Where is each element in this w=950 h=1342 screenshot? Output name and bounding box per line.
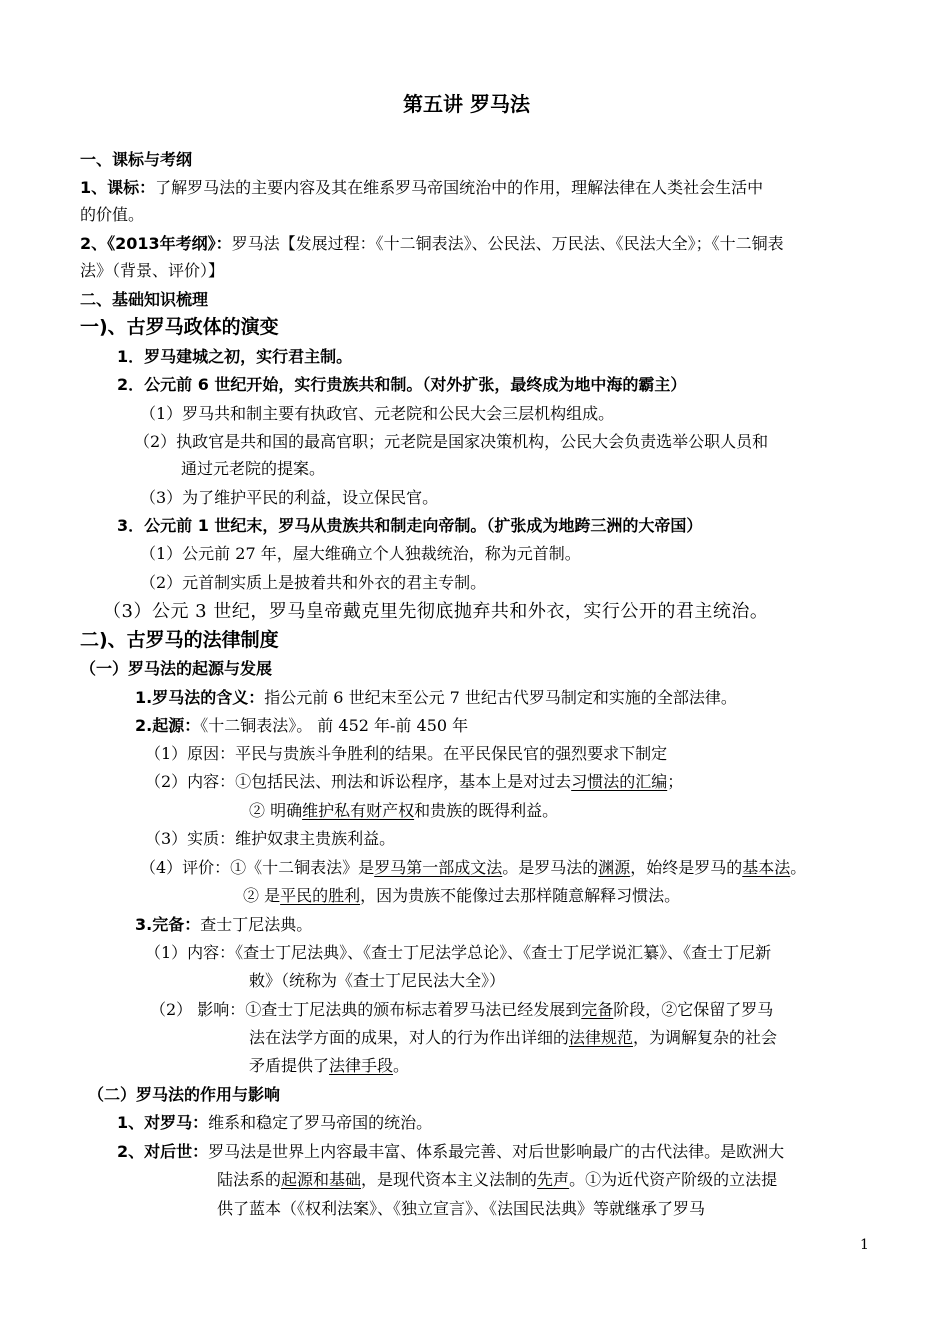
list-subitem: （1）公元前 27 年，屋大维确立个人独裁统治，称为元首制。: [140, 544, 581, 563]
text: 矛盾提供了: [249, 1056, 330, 1075]
label: 1.罗马法的含义：: [135, 688, 265, 707]
part-heading: 二)、古罗马的法律制度: [80, 629, 279, 651]
page-title: 第五讲 罗马法: [403, 92, 530, 116]
label: 1、课标：: [80, 178, 156, 197]
list-subitem: （3）实质：维护奴隶主贵族利益。: [145, 829, 396, 848]
underlined-term: 维护私有财产权: [302, 801, 415, 820]
list-subitem: （1）内容：《查士丁尼法典》、《查士丁尼法学总论》、《查士丁尼学说汇纂》、《查士丁尼新: [145, 943, 772, 962]
text: 阶段，②它保留了罗马: [613, 1000, 774, 1019]
list-subitem: （1）罗马共和制主要有执政官、元老院和公民大会三层机构组成。: [140, 404, 615, 423]
part-heading: 一)、古罗马政体的演变: [80, 316, 279, 338]
text: 陆法系的: [217, 1170, 282, 1189]
list-subitem: [145, 771, 683, 793]
list-subitem: [150, 999, 773, 1021]
text: 。是罗马法的: [502, 858, 599, 877]
underlined-term: 习惯法的汇编: [571, 772, 668, 791]
underlined-term: 先声: [537, 1170, 570, 1189]
curriculum-line-cont: 的价值。: [80, 205, 145, 224]
curriculum-line: [80, 177, 763, 199]
list-subitem-cont: 通过元老院的提案。: [181, 459, 326, 478]
list-subitem-cont: 敕》（统称为《查士丁尼民法大全》）: [249, 971, 506, 990]
exam-outline-line-cont: 法》（背景、评价）】: [80, 261, 225, 280]
section-heading: 二、基础知识梳理: [80, 290, 209, 309]
text: ，因为贵族不能像过去那样随意解释习惯法。: [360, 886, 681, 905]
list-item: [135, 715, 468, 737]
list-subitem: （3）公元 3 世纪，罗马皇帝戴克里先彻底抛弃共和外衣，实行公开的君主统治。: [103, 601, 769, 622]
text: ，始终是罗马的: [630, 858, 743, 877]
text: （2） 影响：①查士丁尼法典的颁布标志着罗马法已经发展到: [150, 1000, 582, 1019]
text: 《十二铜表法》。 前 452 年-前 450 年: [200, 716, 469, 735]
exam-outline-line: [80, 233, 784, 255]
underlined-term: 完备: [581, 1000, 614, 1019]
underlined-term: 法律规范: [569, 1028, 634, 1047]
label: 2、对后世：: [117, 1142, 209, 1161]
text: 了解罗马法的主要内容及其在维系罗马帝国统治中的作用，理解法律在人类社会生活中: [155, 178, 764, 197]
text: ，是现代资本主义法制的: [361, 1170, 538, 1189]
label: 3.完备：: [135, 915, 201, 934]
text: （2）内容：①包括民法、刑法和诉讼程序，基本上是对过去: [145, 772, 572, 791]
underlined-term: 平民的胜利: [280, 886, 361, 905]
list-subitem: [140, 857, 806, 879]
text: 罗马法【发展过程：《十二铜表法》、公民法、万民法、《民法大全》；《十二铜表: [231, 234, 784, 253]
underlined-term: 起源和基础: [281, 1170, 362, 1189]
list-item: [117, 1112, 432, 1134]
page-number: 1: [860, 1237, 869, 1253]
text: 查士丁尼法典。: [200, 915, 313, 934]
text: 罗马法是世界上内容最丰富、体系最完善、对后世影响最广的古代法律。是欧洲大: [208, 1142, 785, 1161]
subsection-heading: （一）罗马法的起源与发展: [80, 659, 273, 678]
list-item: [135, 914, 312, 936]
list-subitem: （1）原因：平民与贵族斗争胜利的结果。在平民保民官的强烈要求下制定: [145, 744, 668, 763]
underlined-term: 渊源: [598, 858, 631, 877]
list-item-cont: 供了蓝本（《权利法案》、《独立宣言》、《法国民法典》等就继承了罗马: [217, 1199, 706, 1218]
text: 。①为近代资产阶级的立法提: [569, 1170, 778, 1189]
text: 维系和稳定了罗马帝国的统治。: [208, 1113, 433, 1132]
label: 1、对罗马：: [117, 1113, 209, 1132]
text: ，为调解复杂的社会: [633, 1028, 778, 1047]
subsection-heading: （二）罗马法的作用与影响: [88, 1085, 281, 1104]
list-item: [135, 687, 737, 709]
text: 。: [393, 1056, 410, 1075]
list-subitem-cont: [249, 1027, 777, 1049]
text: 和贵族的既得利益。: [414, 801, 559, 820]
text: ② 是: [243, 886, 281, 905]
label: 2.起源：: [135, 716, 201, 735]
list-subitem-cont: [249, 800, 558, 822]
text: 。: [790, 858, 807, 877]
section-heading: 一、课标与考纲: [80, 150, 193, 169]
text: ；: [667, 772, 684, 791]
underlined-term: 基本法: [742, 858, 791, 877]
underlined-term: 法律手段: [329, 1056, 394, 1075]
text: 法在法学方面的成果，对人的行为作出详细的: [249, 1028, 570, 1047]
list-subitem: （2）元首制实质上是披着共和外衣的君主专制。: [140, 573, 487, 592]
text: ② 明确: [249, 801, 303, 820]
list-subitem: （3）为了维护平民的利益，设立保民官。: [140, 488, 439, 507]
list-subitem: （2）执政官是共和国的最高官职；元老院是国家决策机构，公民大会负责选举公职人员和: [134, 432, 769, 451]
text: （4）评价：①《十二铜表法》是: [140, 858, 375, 877]
list-item-cont: [217, 1169, 777, 1191]
list-item: 3．公元前 1 世纪末，罗马从贵族共和制走向帝制。（扩张成为地跨三洲的大帝国）: [117, 516, 703, 535]
list-subitem-cont: [249, 1055, 409, 1077]
underlined-term: 罗马第一部成文法: [374, 858, 503, 877]
list-item: 2．公元前 6 世纪开始，实行贵族共和制。（对外扩张，最终成为地中海的霸主）: [117, 375, 687, 394]
list-subitem-cont: [243, 885, 680, 907]
label: 2、《2013年考纲》：: [80, 234, 232, 253]
list-item: 1．罗马建城之初，实行君主制。: [117, 347, 353, 366]
text: 指公元前 6 世纪末至公元 7 世纪古代罗马制定和实施的全部法律。: [264, 688, 737, 707]
list-item: [117, 1141, 784, 1163]
